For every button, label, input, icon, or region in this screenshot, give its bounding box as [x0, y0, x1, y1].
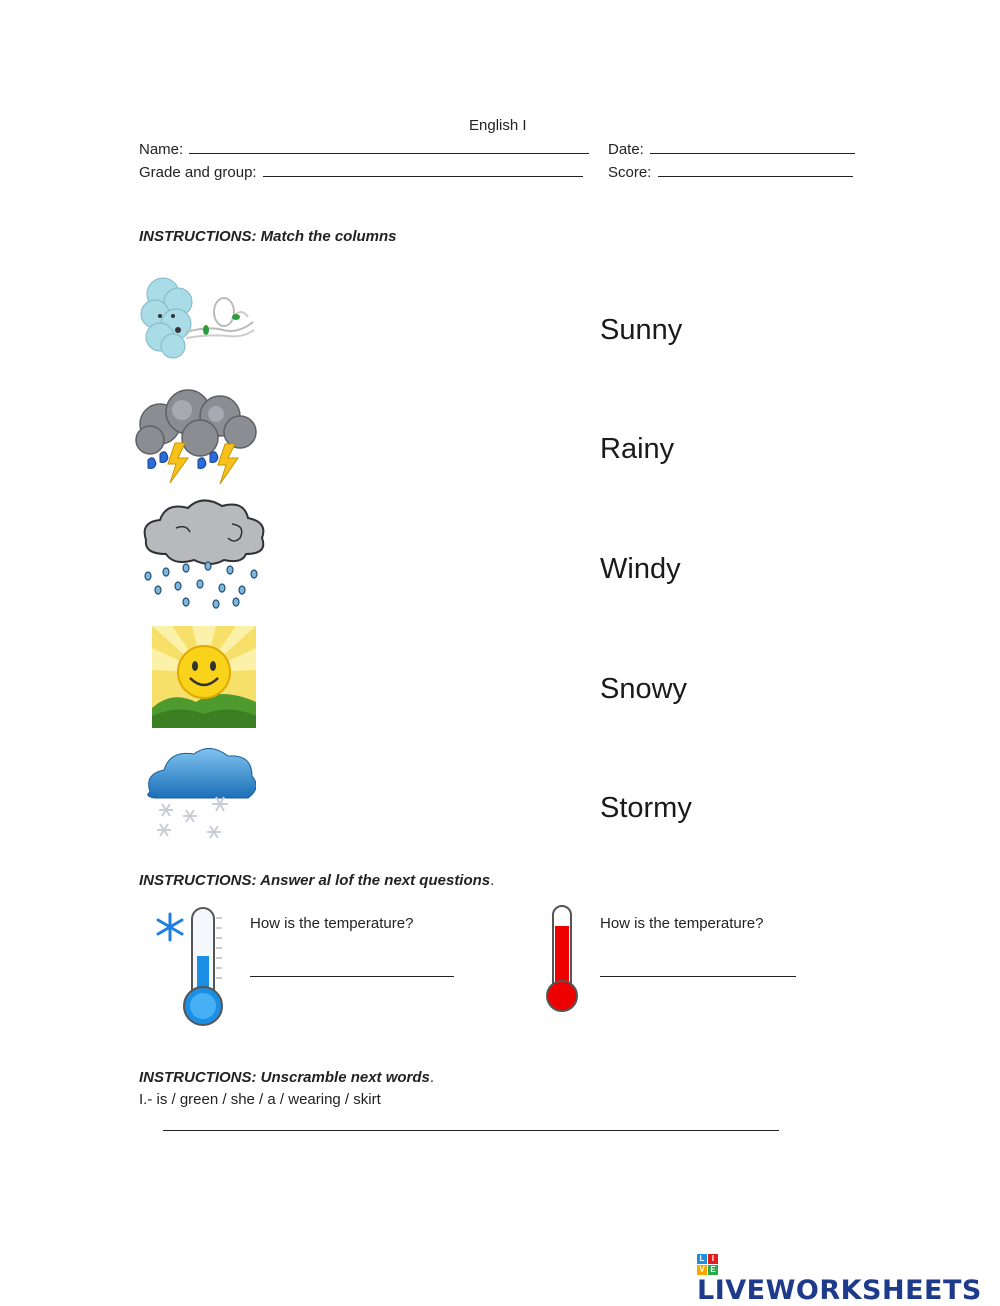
answer-cold-field[interactable]	[250, 962, 454, 977]
grade-row	[139, 162, 583, 182]
logo-text: LIVEWORKSHEETS	[697, 1275, 982, 1306]
instruction-unscramble: INSTRUCTIONS: Unscramble next words.	[139, 1069, 435, 1086]
unscramble-answer-field[interactable]	[163, 1116, 779, 1131]
grade-label: Grade and group:	[139, 164, 257, 181]
question-hot-temperature: How is the temperature?	[600, 915, 764, 932]
logo-badge-icon: L I V E	[697, 1254, 718, 1275]
score-label: Score:	[608, 164, 652, 181]
match-word-sunny[interactable]: Sunny	[600, 314, 683, 346]
match-word-rainy[interactable]: Rainy	[600, 433, 675, 465]
windy-cloud-icon[interactable]	[138, 272, 258, 364]
date-row	[608, 139, 855, 159]
score-field[interactable]	[658, 162, 853, 177]
match-word-snowy[interactable]: Snowy	[600, 673, 688, 705]
date-field[interactable]	[650, 139, 855, 154]
match-word-stormy[interactable]: Stormy	[600, 792, 692, 824]
name-field[interactable]	[189, 139, 589, 154]
name-label: Name:	[139, 141, 184, 158]
answer-hot-field[interactable]	[600, 962, 796, 977]
snow-cloud-icon[interactable]	[144, 748, 256, 842]
rain-cloud-icon[interactable]	[136, 498, 270, 612]
storm-cloud-icon[interactable]	[130, 388, 262, 488]
instruction-match: INSTRUCTIONS: Match the columns	[139, 228, 397, 245]
sun-icon[interactable]	[152, 626, 256, 728]
liveworksheets-logo	[697, 1254, 1000, 1306]
unscramble-item-1: I.- is / green / she / a / wearing / skirt	[139, 1091, 381, 1108]
name-row	[139, 139, 589, 159]
cold-thermometer-icon	[146, 902, 230, 1028]
instruction-answer: INSTRUCTIONS: Answer al lof the next questions.	[139, 872, 495, 889]
page-title: English I	[469, 117, 527, 134]
date-label: Date:	[608, 141, 644, 158]
match-word-windy[interactable]: Windy	[600, 553, 681, 585]
grade-field[interactable]	[263, 162, 583, 177]
score-row	[608, 162, 853, 182]
hot-thermometer-icon	[542, 904, 582, 1014]
question-cold-temperature: How is the temperature?	[250, 915, 414, 932]
